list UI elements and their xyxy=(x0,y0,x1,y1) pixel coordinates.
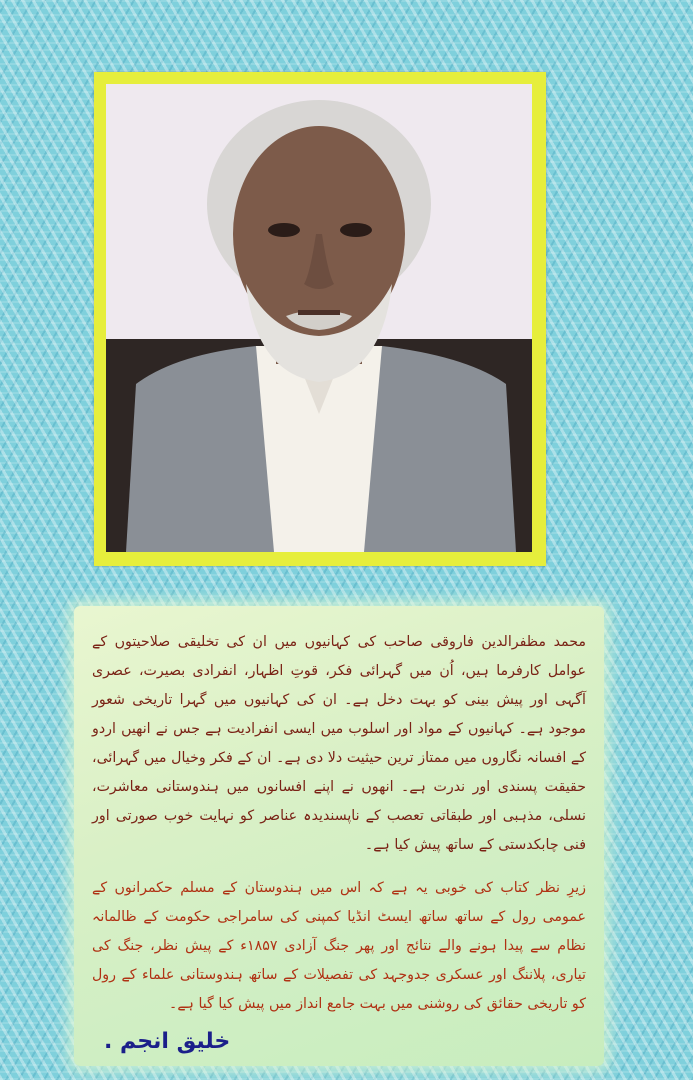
description-paragraph-2: زیرِ نظر کتاب کی خوبی یہ ہے کہ اس میں ہندوستان کے مسلم حکمرانوں کے عمومی رول کے ساتھ ساتھ ایسٹ انڈیا کمپنی کی سامراجی حکومت کے ظالمانہ نظام سے پیدا ہونے والے نتائج اور پھر جنگ آزادی ۱۸۵۷ء کے پیش نظر، جنگ کی تیاری، پلاننگ اور عسکری جدوجہد کی تفصیلات کے ساتھ ہندوستانی علماء کے رول کو تاریخی حقائق کی روشنی میں بہت جامع انداز میں پیش کیا گیا ہے۔ xyxy=(92,880,586,1012)
description-paragraph-1: محمد مظفرالدین فاروقی صاحب کی کہانیوں میں ان کی تخلیقی صلاحیتوں کے عوامل کارفرما ہیں، اُن میں گہرائی فکر، قوتِ اظہار، انفرادی بصیرت، عصری آگہی اور پیش بینی کو بہت دخل ہے۔ ان کی کہانیوں میں گہرا تاریخی شعور موجود ہے۔ کہانیوں کے مواد اور اسلوب میں ایسی انفرادیت ہے جس نے انھیں اردو کے افسانہ نگاروں میں ممتاز ترین حیثیت دلا دی ہے۔ ان کے فکر وخیال میں گہرائی، حقیقت پسندی اور ندرت ہے۔ انھوں نے اپنے افسانوں میں ہندوستانی معاشرت، نسلی، مذہبی اور طبقاتی تعصب کے ناپسندیدہ عناصر کو نہایت خوب صورتی اور فنی چابکدستی کے ساتھ پیش کیا ہے۔ xyxy=(92,634,586,853)
author-signature: خلیق انجم . xyxy=(104,1029,231,1054)
portrait-frame xyxy=(94,72,546,566)
portrait-illustration xyxy=(106,84,532,552)
portrait-photo xyxy=(106,84,532,552)
description-panel xyxy=(74,606,604,1066)
